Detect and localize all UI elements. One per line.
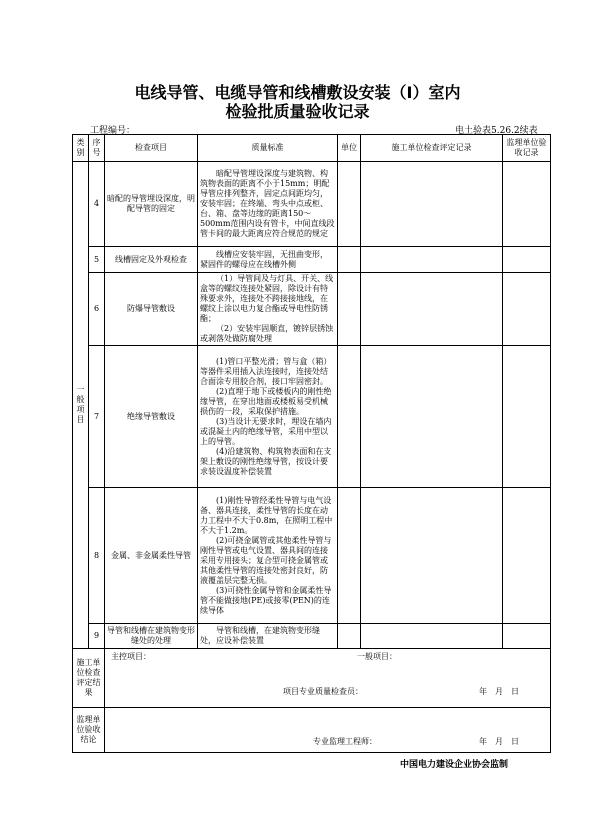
table-row xyxy=(73,273,551,346)
issuer-footer: 中国电力建设企业协会监制 xyxy=(400,760,509,770)
row-supervision-record[interactable] xyxy=(503,624,551,649)
row-item: 暗配的导管埋设深度，明配导管的固定 xyxy=(105,162,198,247)
inspection-date: 年 月 日 xyxy=(479,687,519,696)
table-row xyxy=(73,162,551,247)
row-standard: 暗配导管埋设深度与建筑物、构筑物表面的距离不小于15mm；明配导管应排列整齐，固定点间距均匀，安装牢固；在终端、弯头中点或柜、台、箱、盘等边缘的距离150～500mm范围内设有管卡，中间直线段管卡间的最大距离应符合规范的规定 xyxy=(198,162,338,247)
row-unit[interactable] xyxy=(338,624,361,649)
form-title: 电线导管、电缆导管和线槽敷设安装（Ⅰ）室内 xyxy=(134,83,461,102)
row-seq: 6 xyxy=(89,273,105,346)
row-unit[interactable] xyxy=(338,488,361,624)
supervision-eval-cell[interactable] xyxy=(105,708,551,753)
row-unit[interactable] xyxy=(338,247,361,273)
table-row xyxy=(73,346,551,488)
row-seq: 7 xyxy=(89,346,105,488)
row-construction-record[interactable] xyxy=(361,247,503,273)
header-supervision-record: 监理单位验收记录 xyxy=(503,135,551,162)
row-construction-record[interactable] xyxy=(361,273,503,346)
supervision-eval-label: 监理单位验收结论 xyxy=(73,708,105,753)
row-item: 绝缘导管敷设 xyxy=(105,346,198,488)
table-row xyxy=(73,488,551,624)
header-standard: 质量标准 xyxy=(198,135,338,162)
header-category: 类别 xyxy=(73,135,89,162)
row-supervision-record[interactable] xyxy=(503,247,551,273)
row-standard: (1)刚性导管经柔性导管与电气设备、器具连接，柔性导管的长度在动力工程中不大于0.8m，在照明工程中不大于1.2m。 (2)可挠金属管或其他柔性导管与刚性导管或电气设置、器具间的连接采用专用接头；复合型可挠金属管或其他柔性导管的连接处密封良好，防液覆盖层完整无损。 (3)可挠性金属导管和金属柔性导管不能做接地(PE)或接零(PEN)的连续导体 xyxy=(198,488,338,624)
construction-eval-cell[interactable] xyxy=(105,649,551,708)
row-seq: 5 xyxy=(89,247,105,273)
row-seq: 4 xyxy=(89,162,105,247)
row-supervision-record[interactable] xyxy=(503,488,551,624)
row-construction-record[interactable] xyxy=(361,346,503,488)
supervising-engineer-label: 专业监理工程师： xyxy=(313,737,377,746)
header-unit: 单位 xyxy=(338,135,361,162)
form-subtitle: 检验批质量验收记录 xyxy=(225,102,370,121)
supervision-eval-row xyxy=(73,708,551,753)
category-general: 一般项目 xyxy=(73,162,89,649)
row-supervision-record[interactable] xyxy=(503,162,551,247)
general-items-label: 一般项目： xyxy=(357,652,397,661)
row-seq: 8 xyxy=(89,488,105,624)
header-seq: 序号 xyxy=(89,135,105,162)
row-standard: (1)管口平整光滑；管与盒（箱）等器件采用插入法连接时，连接处结合面涂专用胶合剂，接口牢固密封。 (2)直埋于地下或楼板内的刚性绝缘导管，在穿出地面或楼板易受机械损伤的一段，采取保护措施。 (3)当设计无要求时，埋设在墙内或混凝土内的绝缘导管，采用中型以上的导管。 (4)沿建筑物、构筑物表面和在支架上敷设的刚性绝缘导管，按设计要求装设温度补偿装置 xyxy=(198,346,338,488)
row-standard: 导管和线槽，在建筑物变形缝处，应设补偿装置 xyxy=(198,624,338,649)
row-unit[interactable] xyxy=(338,162,361,247)
row-item: 导管和线槽在建筑物变形缝处的处理 xyxy=(105,624,198,649)
header-construction-record: 施工单位检查评定记录 xyxy=(361,135,503,162)
row-standard: 线槽应安装牢固，无扭曲变形，紧固件的螺母应在线槽外侧 xyxy=(198,247,338,273)
row-construction-record[interactable] xyxy=(361,488,503,624)
row-unit[interactable] xyxy=(338,273,361,346)
row-unit[interactable] xyxy=(338,346,361,488)
supervision-date: 年 月 日 xyxy=(479,737,519,746)
row-item: 防爆导管敷设 xyxy=(105,273,198,346)
row-item: 线槽固定及外观检查 xyxy=(105,247,198,273)
inspection-table xyxy=(72,134,551,753)
row-supervision-record[interactable] xyxy=(503,273,551,346)
main-items-label: 主控项目： xyxy=(111,652,151,661)
row-standard: （1）导管间及与灯具、开关、线盒等的螺纹连接处紧固，除设计有特殊要求外，连接处不跨接接地线，在螺纹上涂以电力复合酯或导电性防锈酯； （2）安装牢固顺直，镀锌层锈蚀或剥落处做防腐处理 xyxy=(198,273,338,346)
table-row xyxy=(73,624,551,649)
quality-inspector-label: 项目专业质量检查员： xyxy=(283,687,363,696)
row-supervision-record[interactable] xyxy=(503,346,551,488)
row-item: 金属、非金属柔性导管 xyxy=(105,488,198,624)
row-seq: 9 xyxy=(89,624,105,649)
construction-eval-label: 施工单位检查评定结果 xyxy=(73,649,105,708)
row-construction-record[interactable] xyxy=(361,162,503,247)
project-no-label: 工程编号： xyxy=(90,126,136,136)
table-header-row xyxy=(73,135,551,162)
form-code: 电土验表5.26.2续表 xyxy=(455,126,538,136)
table-row xyxy=(73,247,551,273)
header-item: 检查项目 xyxy=(105,135,198,162)
construction-eval-row xyxy=(73,649,551,708)
row-construction-record[interactable] xyxy=(361,624,503,649)
